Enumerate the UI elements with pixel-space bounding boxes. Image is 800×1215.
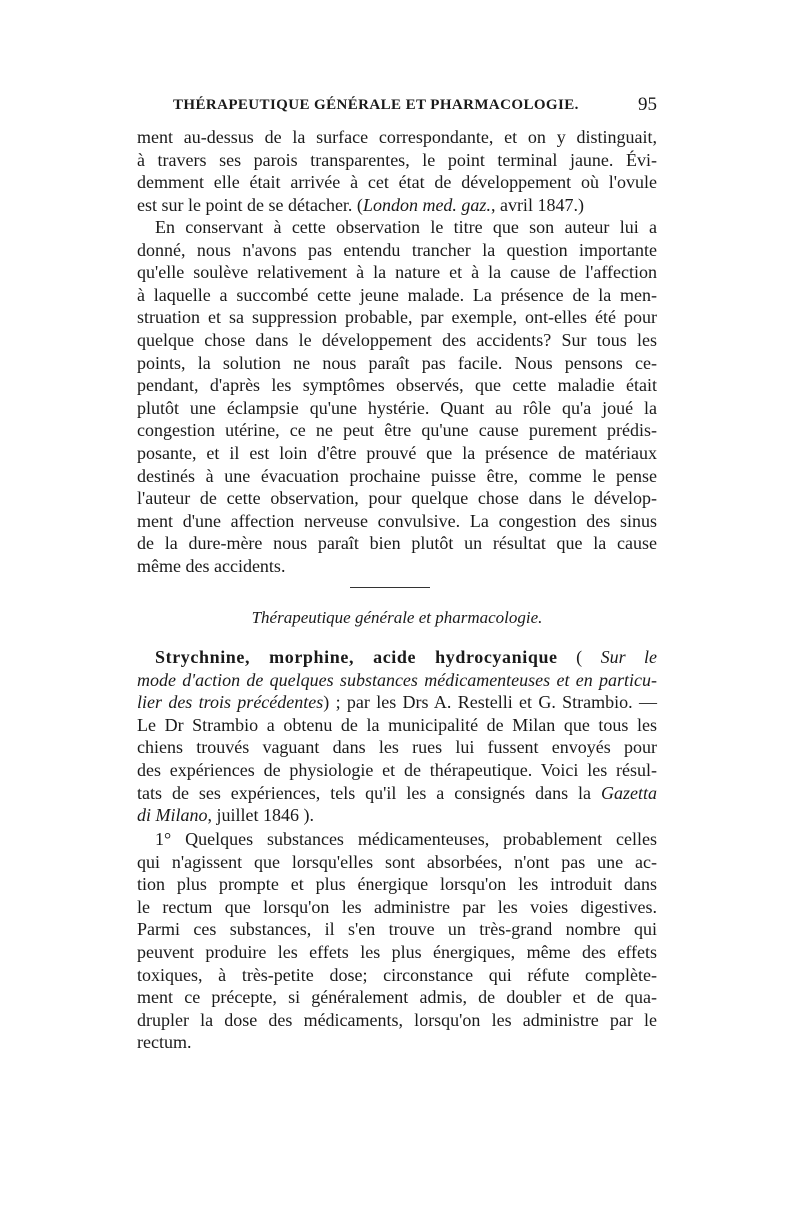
- text-line: drupler la dose des médicaments, lorsqu'on les administre par le: [137, 1009, 657, 1030]
- text-line: quelque chose dans le développement des accidents? Sur tous les: [137, 329, 657, 350]
- paragraph-observation-end: [137, 126, 657, 216]
- text-line: 1° Quelques substances médicamenteuses, probablement celles: [155, 829, 657, 849]
- text-line: de la dure-mère nous paraît bien plutôt un résultat que la cause: [137, 533, 657, 554]
- citation: London med. gaz.: [362, 194, 491, 215]
- section-divider: [350, 587, 430, 588]
- text-line: qu'elle soulève relativement à la nature et à la cause de l'affection: [137, 262, 657, 283]
- text-line: di Milano, juillet 1846 ).: [137, 805, 314, 826]
- text-line: qui n'agissent que lorsqu'elles sont absorbées, n'ont pas une ac-: [137, 851, 657, 872]
- article-heading: Strychnine, morphine, acide hydrocyanique: [155, 647, 558, 667]
- text-line: tats de ses expériences, tels qu'il les a consignés dans la Gazetta: [137, 782, 658, 803]
- text-line: des expériences de physiologie et de thérapeutique. Voici les résul-: [137, 759, 657, 780]
- text-line: demment elle était arrivée à cet état de développement où l'ovule: [137, 172, 657, 193]
- article-heading-line: Strychnine, morphine, acide hydrocyanique ( Sur le: [155, 647, 658, 667]
- text-line: à laquelle a succombé cette jeune malade. La présence de la men-: [137, 284, 657, 305]
- text-line: pendant, d'après les symptômes observés, que cette maladie était: [137, 375, 657, 396]
- text-line: rectum.: [137, 1032, 192, 1053]
- text-line: à travers ses parois transparentes, le point terminal jaune. Évi-: [137, 149, 657, 170]
- article-subtitle: mode d'action de quelques substances médicamenteuses et en particu-: [137, 669, 657, 690]
- text-line: En conservant à cette observation le titre que son auteur lui a: [155, 217, 657, 237]
- text-line: Parmi ces substances, il s'en trouve un très-grand nombre qui: [137, 919, 657, 940]
- text-line: tion plus prompte et plus énergique lorsqu'on les introduit dans: [137, 874, 657, 895]
- journal-name: Gazetta: [601, 782, 658, 803]
- text-line: destinés à une évacuation prochaine puisse être, comme le pense: [137, 465, 657, 486]
- text-line: chiens trouvés vaguant dans les rues lui fussent envoyés pour: [137, 737, 657, 758]
- paragraph-commentary: [137, 216, 657, 578]
- text-line: lier des trois précédentes) ; par les Drs A. Restelli et G. Strambio. —: [137, 692, 657, 713]
- text-line: congestion utérine, ce ne peut être qu'une cause purement prédis-: [137, 420, 657, 441]
- text-line: Le Dr Strambio a obtenu de la municipalité de Milan que tous les: [137, 714, 657, 735]
- text-line: l'auteur de cette observation, pour quelque chose dans le dévelop-: [137, 488, 657, 509]
- text-line: même des accidents.: [137, 555, 286, 576]
- paragraph-finding-1: [137, 828, 657, 1054]
- text-line: peuvent produire les effets les plus énergiques, même des effets: [137, 941, 657, 962]
- text-line: est sur le point de se détacher. (London med. gaz., avril 1847.): [137, 194, 584, 215]
- text-line: plutôt une éclampsie qu'une hystérie. Quant au rôle qu'a joué la: [137, 397, 657, 418]
- text-line: le rectum que lorsqu'on les administre par les voies digestives.: [137, 896, 657, 917]
- text-line: ment ce précepte, si généralement admis, de doubler et de qua-: [137, 987, 657, 1008]
- text-line: struation et sa suppression probable, par exemple, ont-elles été pour: [137, 307, 657, 328]
- running-title: THÉRAPEUTIQUE GÉNÉRALE ET PHARMACOLOGIE.: [173, 97, 579, 113]
- text-line: posante, et il est loin d'être prouvé que la présence de matériaux: [137, 442, 657, 463]
- text-line: toxiques, à très-petite dose; circonstance qui réfute complète-: [137, 964, 657, 985]
- text-line: donné, nous n'avons pas entendu trancher la question importante: [137, 239, 657, 260]
- page-number: 95: [638, 94, 657, 115]
- running-header: [173, 94, 657, 121]
- section-title: Thérapeutique générale et pharmacologie.: [251, 608, 543, 627]
- text-line: points, la solution ne nous paraît pas facile. Nous pensons ce-: [137, 352, 657, 373]
- text-line: ment d'une affection nerveuse convulsive. La congestion des sinus: [137, 510, 657, 531]
- text-line: ment au-dessus de la surface correspondante, et on y distinguait,: [137, 127, 657, 147]
- article-strychnine: [137, 646, 657, 827]
